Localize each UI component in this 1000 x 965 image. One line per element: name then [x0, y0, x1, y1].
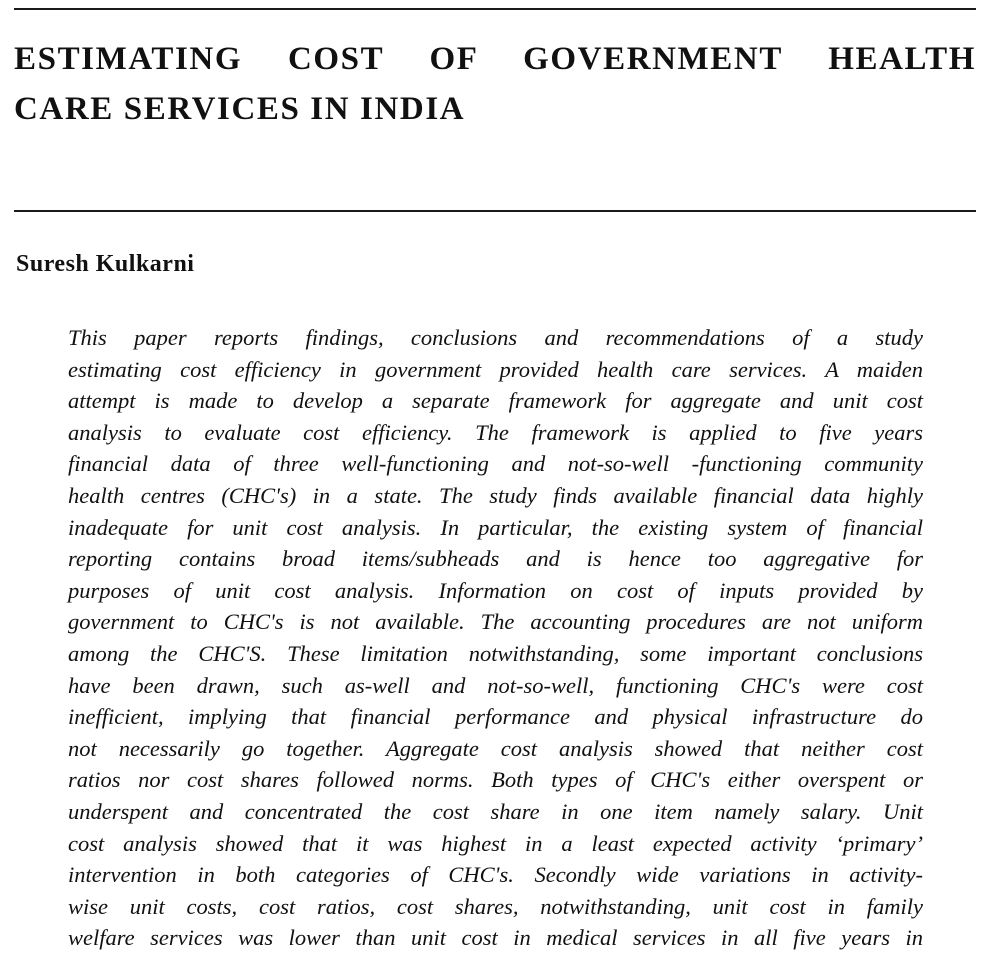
abstract-line: government to CHC's is not available. The accounting procedures are not uniform — [68, 609, 923, 635]
paper-title — [14, 34, 976, 134]
abstract-line: purposes of unit cost analysis. Information on cost of inputs provided by — [68, 577, 923, 603]
abstract-line: not necessarily go together. Aggregate cost analysis showed that neither cost — [68, 735, 923, 761]
abstract-line: financial data of three well-functioning and not-so-well -functioning community — [68, 451, 923, 477]
abstract-line: wise unit costs, cost ratios, cost shares, notwithstanding, unit cost in family — [68, 893, 923, 919]
abstract-line: intervention in both categories of CHC's. Secondly wide variations in activity- — [68, 862, 923, 888]
abstract-line: have been drawn, such as-well and not-so-well, functioning CHC's were cost — [68, 672, 923, 698]
abstract-line: underspent and concentrated the cost share in one item namely salary. Unit — [68, 798, 923, 824]
abstract-line: welfare services was lower than unit cost in medical services in all five years in — [68, 925, 923, 951]
abstract-line: estimating cost efficiency in government provided health care services. A maiden — [68, 356, 923, 382]
abstract-line: analysis to evaluate cost efficiency. The framework is applied to five years — [68, 419, 923, 445]
abstract — [68, 322, 923, 954]
section-rule — [14, 210, 976, 212]
abstract-line: reporting contains broad items/subheads and is hence too aggregative for — [68, 546, 923, 572]
abstract-line: among the CHC'S. These limitation notwithstanding, some important conclusions — [68, 640, 923, 666]
top-rule — [14, 8, 976, 10]
author-name: Suresh Kulkarni — [16, 251, 195, 277]
abstract-line: ratios nor cost shares followed norms. Both types of CHC's either overspent or — [68, 767, 923, 793]
abstract-line: inefficient, implying that financial performance and physical infrastructure do — [68, 704, 923, 730]
abstract-line: attempt is made to develop a separate framework for aggregate and unit cost — [68, 388, 923, 414]
abstract-line: health centres (CHC's) in a state. The study finds available financial data highly — [68, 482, 923, 508]
abstract-line: This paper reports findings, conclusions and recommendations of a study — [68, 325, 923, 350]
title-line-1: ESTIMATING COST OF GOVERNMENT HEALTH — [14, 41, 976, 77]
abstract-line: cost analysis showed that it was highest in a least expected activity ‘primary’ — [68, 830, 923, 856]
title-line-2: CARE SERVICES IN INDIA — [14, 91, 466, 127]
abstract-line: inadequate for unit cost analysis. In particular, the existing system of financial — [68, 514, 923, 540]
